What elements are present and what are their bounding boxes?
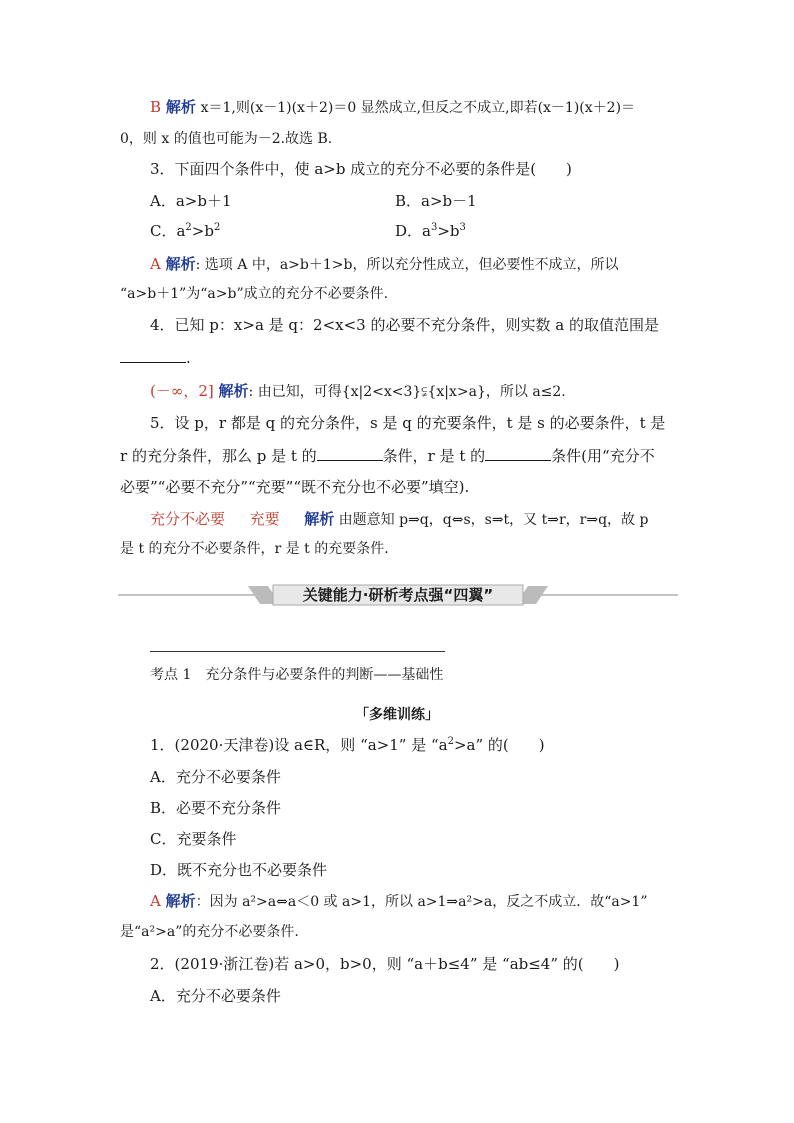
subheading: 「多维训练」 [355, 707, 439, 723]
option-d: D．既不充分也不必要条件 [150, 861, 328, 879]
question-stem: 2．(2019·浙江卷)若 a>0，b>0，则 “a＋b≤4” 是 “ab≤4” 的( ) [150, 955, 620, 973]
analysis-text: 是 t 的充分不必要条件，r 是 t 的充要条件. [120, 541, 389, 557]
answer-line [150, 890, 648, 913]
answer-line [150, 380, 566, 403]
analysis-text: x＝1,则(x－1)(x＋2)＝0 显然成立,但反之不成立,即若(x－1)(x＋2)＝ [200, 100, 636, 116]
answer-line [150, 253, 618, 276]
analysis-text: ：因为 a²>a⇔a＜0 或 a>1，所以 a>1⇒a²>a，反之不成立．故“a>1” [195, 894, 648, 910]
question-stem: 必要”“必要不充分”“充要”“既不充分也不必要”填空). [120, 478, 470, 496]
topic-heading: 考点 1 充分条件与必要条件的判断——基础性 [150, 667, 444, 683]
question-stem: 3．下面四个条件中，使 a>b 成立的充分不必要的条件是( ) [150, 160, 572, 178]
section-banner [118, 582, 678, 608]
fill-blank-line: . [120, 346, 191, 369]
option-d: D．$a^3>b^3$ [395, 222, 466, 240]
analysis-label: 解析 [304, 510, 335, 528]
analysis-text: 是“a²>a”的充分不必要条件. [120, 924, 299, 940]
option-c: C．$a^2>b^2$ [150, 222, 221, 240]
analysis-text: “a>b＋1”为“a>b”成立的充分不必要条件. [120, 286, 389, 302]
question-stem: 1．(2020·天津卷)设 a∈R，则 “a>1” 是 “$a^2>a$” 的( ) [150, 736, 545, 754]
analysis-text: 由题意知 p⇒q，q⇔s，s⇒t，又 t⇒r，r⇒q，故 p [334, 512, 649, 528]
answer-text: 充分不必要 [150, 510, 226, 528]
answer-line [150, 96, 635, 119]
section-title: 关键能力·研析考点强“四翼” [302, 586, 494, 604]
fill-blank [120, 346, 186, 363]
divider [150, 651, 445, 652]
answer-letter: A [150, 892, 161, 910]
analysis-text: : 选项 A 中，a>b＋1>b，所以充分性成立，但必要性不成立，所以 [195, 257, 619, 273]
question-stem: 4．已知 p：x>a 是 q：2<x<3 的必要不充分条件，则实数 a 的取值范围是 [150, 316, 659, 334]
answer-letter: A [150, 255, 161, 273]
option-c: C．充要条件 [150, 830, 237, 848]
option-a: A．a>b＋1 [150, 192, 232, 210]
answer-text: 充要 [249, 510, 280, 528]
answer-letter: B [150, 98, 162, 116]
option-a: A．充分不必要条件 [150, 987, 281, 1005]
answer-text: (－∞，2] [150, 382, 214, 400]
analysis-label: 解析 [218, 382, 249, 400]
answer-line [150, 508, 648, 531]
option-b: B．必要不充分条件 [150, 799, 282, 817]
analysis-label: 解析 [165, 255, 196, 273]
question-stem: r 的充分条件，那么 p 是 t 的 条件，r 是 t 的 条件(用“充分不 [120, 444, 655, 467]
question-stem: 5．设 p，r 都是 q 的充分条件，s 是 q 的充要条件，t 是 s 的必要条件，t 是 [150, 414, 666, 432]
analysis-label: 解析 [165, 892, 196, 910]
option-b: B．a>b－1 [395, 192, 477, 210]
analysis-label: 解析 [165, 98, 196, 116]
option-a: A．充分不必要条件 [150, 768, 281, 786]
fill-blank [317, 444, 383, 461]
analysis-text: 0，则 x 的值也可能为－2.故选 B. [120, 131, 333, 147]
fill-blank [485, 444, 551, 461]
analysis-text: : 由已知，可得{x|2<x<3}⫋{x|x>a}，所以 a≤2. [248, 384, 566, 400]
